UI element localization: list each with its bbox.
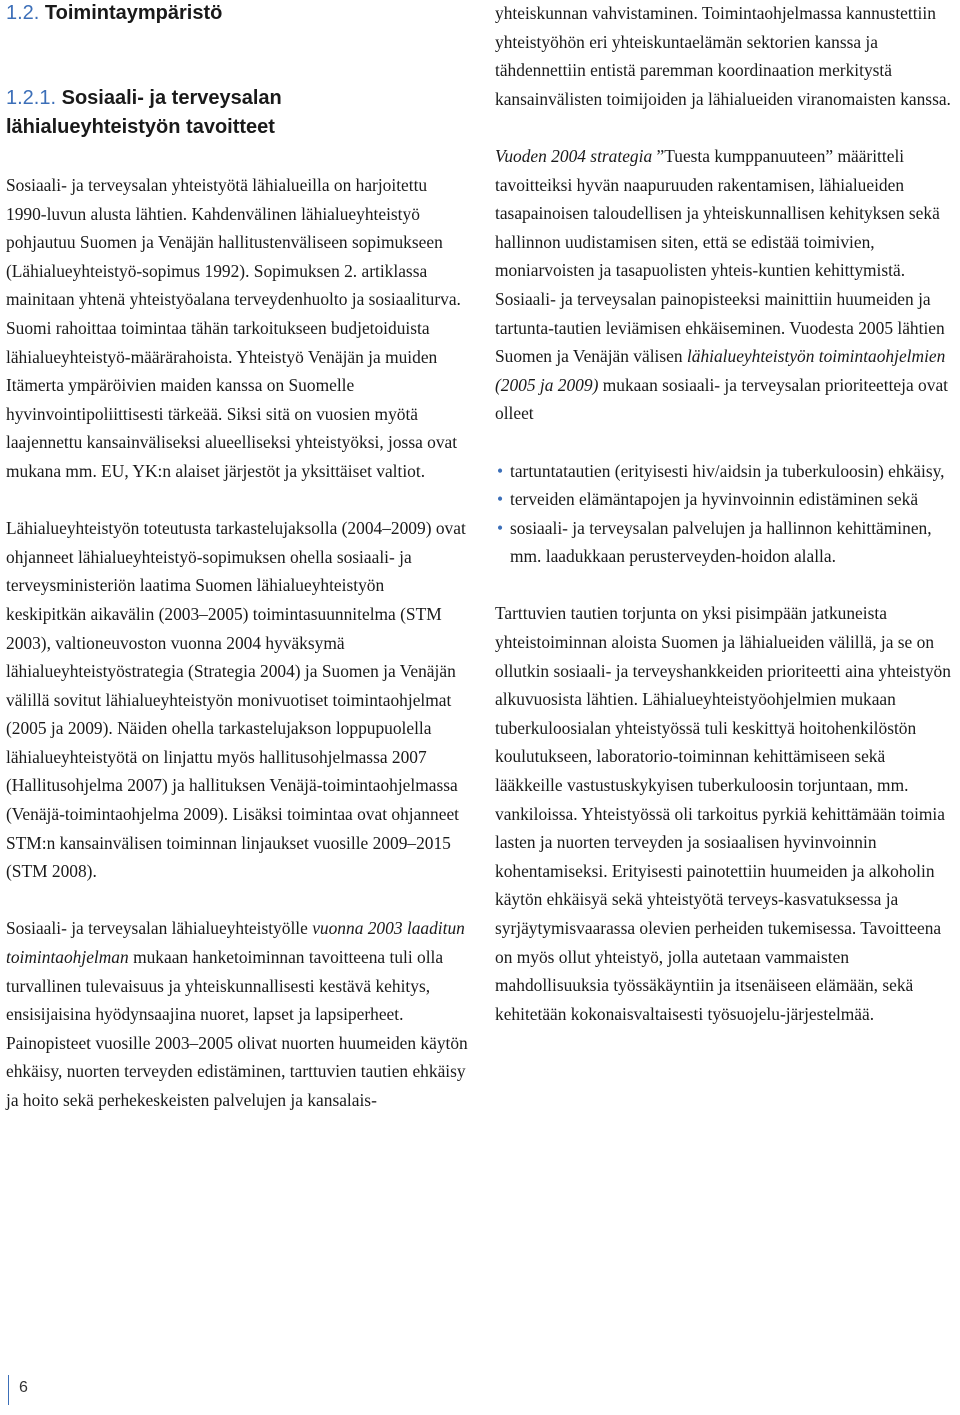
subsection-title-line1: Sosiaali- ja terveysalan <box>61 87 282 109</box>
left-paragraph-2: Lähialueyhteistyön toteutusta tarkastelujaksolla (2004–2009) ovat ohjanneet lähialueyhteistyö-sopimuksen ohella sosiaali- ja terveysministeriön laatima Suomen lähialueyhteistyön keskipitkän aikavälin (2003–2005) toimintasuunnitelma (STM 2003), valtioneuvoston vuonna 2004 hyväksymä lähialueyhteistyöstrategia (Strategia 2004) ja Suomen ja Venäjän välillä sovitut lähialueyhteistyön monivuotiset toimintaohjelmat (2005 ja 2009). Näiden ohella tarkastelujakson loppupuolella lähialueyhteistyötä on linjattu myös hallitusohjelmassa 2007 (Hallitusohjelma 2007) ja hallituksen Venäjä-toimintaohjelmassa (Venäjä-toimintaohjelma 2009). Lisäksi toimintaa ovat ohjanneet STM:n kansainvälisen toiminnan linjaukset vuosille 2009–2015 (STM 2008). <box>6 518 466 882</box>
list-item: • terveiden elämäntapojen ja hyvinvoinnin edistäminen sekä <box>495 485 957 514</box>
right-column <box>495 0 957 1028</box>
section-heading <box>6 0 222 28</box>
right-paragraph-2-end: mukaan sosiaali- ja terveysalan prioriteetteja ovat olleet <box>495 374 948 424</box>
list-item: • sosiaali- ja terveysalan palvelujen ja hallinnon kehittäminen, mm. laadukkaan perusterveyden-hoidon alalla. <box>495 514 957 571</box>
left-paragraph-3-italic: vuonna 2003 laaditun toimintaohjelman <box>6 918 465 968</box>
page-number: 6 <box>19 1379 28 1396</box>
list-item: • tartuntatautien (erityisesti hiv/aidsin ja tuberkuloosin) ehkäisy, <box>495 457 957 486</box>
right-paragraph-1: yhteiskunnan vahvistaminen. Toimintaohjelmassa kannustettiin yhteistyöhön eri yhteiskuntaelämän sektorien kanssa ja tähdennettiin entistä paremman koordinaation merkitystä kansainvälisten toimijoiden ja lähialueiden viranomaisten kanssa. <box>495 3 951 109</box>
priority-list <box>495 457 957 571</box>
subsection-number: 1.2.1. <box>6 87 57 109</box>
left-paragraph-3 <box>6 914 468 1114</box>
left-paragraph-3-start: Sosiaali- ja terveysalan lähialueyhteistyölle <box>6 918 308 939</box>
right-paragraph-2 <box>495 142 957 428</box>
section-title: Toimintaympäristö <box>44 2 223 24</box>
left-paragraph-3-end: mukaan hanketoiminnan tavoitteena tuli olla turvallinen tulevaisuus ja yhteiskunnallisesti kestävä kehitys, ensisijaisina hyödynsaajina nuoret, lapset ja lapsiperheet. Painopisteet vuosille 2003–2005 olivat nuorten huumeiden käytön ehkäisy, nuorten terveyden edistäminen, tarttuvien tautien ehkäisy ja hoito sekä perhekeskeisten palvelujen ja kansalais- <box>6 947 468 1110</box>
left-column <box>6 171 468 1115</box>
right-paragraph-2-italic-2: lähialueyhteistyön toimintaohjelmien (2005 ja 2009) <box>495 346 946 395</box>
right-paragraph-2-italic-1: Vuoden 2004 strategia <box>495 145 653 166</box>
right-paragraph-2-middle: ”Tuesta kumppanuuteen” määritteli tavoitteiksi hyvän naapuruuden rakentamisen, lähialueiden tasapainoisen taloudellisen ja yhteiskunnallisen kehityksen sekä hallinnon uudistamisen siten, että se edistää toimivien, moniarvoisten ja tasapuolisten yhteis-kuntien kehittymistä. Sosiaali- ja terveysalan painopisteeksi mainittiin huumeiden ja tartunta-tautien leviämisen ehkäiseminen. Vuodesta 2005 lähtien Suomen ja Venäjän välisen <box>495 145 945 367</box>
right-paragraph-3: Tarttuvien tautien torjunta on yksi pisimpään jatkuneista yhteistoiminnan aloista Suomen ja lähialueiden välillä, ja se on ollutkin sosiaali- ja terveyshankkeiden prioriteetti aina yhteistyön alkuvuosista lähtien. Lähialueyhteistyöohjelmien mukaan tuberkuloosialan yhteistyössä tuli keskittyä hoitohenkilöstön koulutukseen, laboratorio-toiminnan kehittämiseen sekä lääkkeille vastustuskykyisen tuberkuloosin torjuntaan, mm. vankiloissa. Yhteistyössä oli tarkoitus pyrkiä kehittämään toimia lasten ja nuorten terveyden ja sosiaalisen hyvinvoinnin kohentamiseksi. Erityisesti painotettiin huumeiden ja alkoholin käytön ehkäisyä sekä yhteistyötä terveys-kasvatuksessa ja syrjäytymisvaarassa olevien perheiden tukemisessa. Tavoitteena on myös ollut yhteistyö, jolla autetaan vammaisten mahdollisuuksia työssäkäyntiin ja itsenäiseen elämään, sekä kehitetään kokonaisvaltaisesti työsuojelu-järjestelmää. <box>495 603 951 1024</box>
section-number: 1.2. <box>6 2 40 24</box>
subsection-title-line2: lähialueyhteistyön tavoitteet <box>6 116 275 138</box>
page-number-rule <box>8 1375 9 1405</box>
subsection-heading <box>6 84 282 142</box>
left-paragraph-1: Sosiaali- ja terveysalan yhteistyötä lähialueilla on harjoitettu 1990-luvun alusta lähtien. Kahdenvälinen lähialueyhteistyö pohjautuu Suomen ja Venäjän hallitustenväliseen sopimukseen (Lähialueyhteistyö-sopimus 1992). Sopimuksen 2. artiklassa mainitaan yhtenä yhteistyöalana terveydenhuolto ja sosiaaliturva. Suomi rahoittaa toimintaa tähän tarkoitukseen budjetoiduista lähialueyhteistyö-määrärahoista. Yhteistyö Venäjän ja muiden Itämerta ympäröivien maiden kanssa on Suomelle hyvinvointipoliittisesti tärkeää. Siksi sitä on vuosien myötä laajennettu kansainväliseksi alueelliseksi yhteistyöksi, jossa ovat mukana mm. EU, YK:n alaiset järjestöt ja yksittäiset valtiot. <box>6 175 461 481</box>
